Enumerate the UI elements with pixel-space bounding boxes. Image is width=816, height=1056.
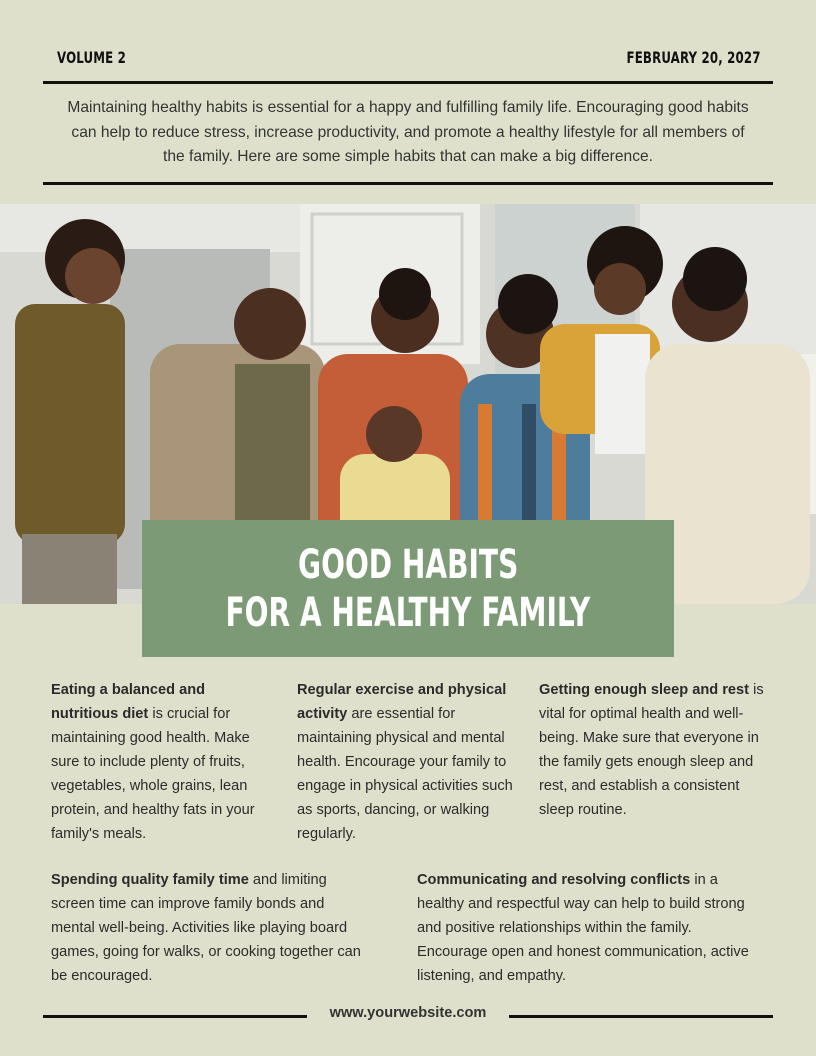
section-lead: Getting enough sleep and rest [539,682,750,698]
intro-rule [43,182,773,185]
section-body: are essential for maintaining physical and mental health. Encourage your family to engage in physical activities such as sports, dancing, or walking regularly. [297,706,513,842]
section-diet [51,678,276,846]
top-rule [43,81,773,84]
volume-label: VOLUME 2 [57,48,127,67]
intro-paragraph: Maintaining healthy habits is essential for a happy and fulfilling family life. Encouraging good habits can help to reduce stress, increase productivity, and promote a healthy lifestyle for all members of the family. Here are some simple habits that can make a big difference. [67,99,749,165]
section-sleep [539,678,765,822]
section-lead: Communicating and resolving conflicts [417,872,691,888]
section-lead: Eating a balanced and nutritious diet [51,682,206,722]
section-body: and limiting screen time can improve family bonds and mental well-being. Activities like playing board games, going for walks, or cooking together can be encouraged. [51,872,361,984]
section-body: in a healthy and respectful way can help to build strong and positive relationships within the family. Encourage open and honest communication, active listening, and empathy. [417,872,749,984]
section-lead: Spending quality family time [51,872,249,888]
footer-rule-left [43,1015,307,1018]
section-exercise [297,678,519,846]
section-communication [417,868,757,988]
title-line-1: GOOD HABITS [297,541,519,588]
section-lead: Regular exercise and physical activity [297,682,507,722]
section-family-time [51,868,371,988]
masthead [43,48,773,67]
website-link[interactable]: www.yourwebsite.com [329,1005,487,1021]
section-body: is vital for optimal health and well-being. Make sure that everyone in the family gets enough sleep and rest, and establish a consistent sleep routine. [539,682,764,818]
section-body: is crucial for maintaining good health. Make sure to include plenty of fruits, vegetables, whole grains, lean protein, and healthy fats in your family's meals. [51,706,255,842]
title-line-2: FOR A HEALTHY FAMILY [225,589,591,636]
footer-rule-right [509,1015,773,1018]
issue-date: FEBRUARY 20, 2027 [626,48,761,67]
title-box [142,520,674,657]
